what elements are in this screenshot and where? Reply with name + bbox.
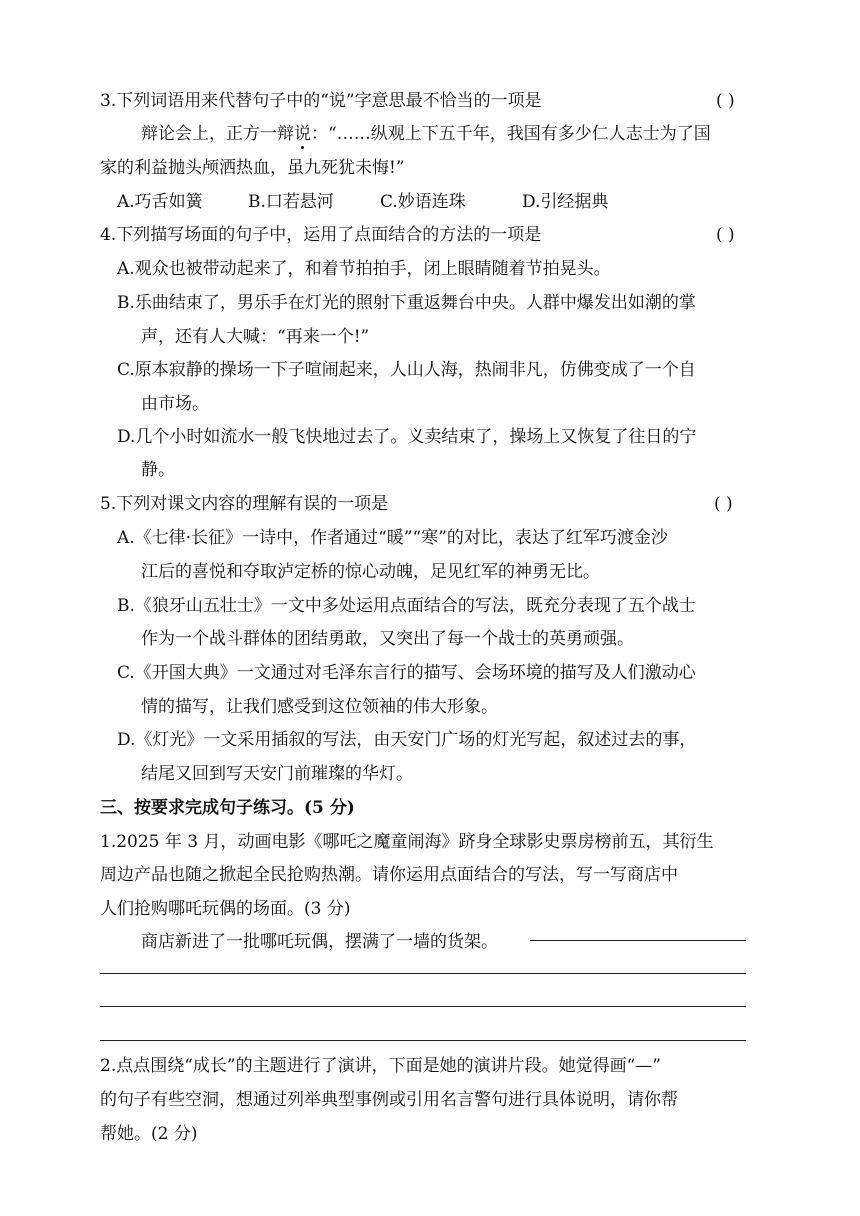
q4-option-b-line1: B.乐曲结束了，男乐手在灯光的照射下重返舞台中央。人群中爆发出如潮的掌 xyxy=(117,293,696,313)
q4-option-a: A.观众也被带动起来了，和着节拍拍手，闭上眼睛随着节拍晃头。 xyxy=(117,259,611,279)
s3-q1-line1: 1.2025 年 3 月，动画电影《哪吒之魔童闹海》跻身全球影史票房榜前五，其衍生 xyxy=(100,832,714,852)
q3-passage-line1 xyxy=(141,123,711,145)
q4-option-d-line2: 静。 xyxy=(141,460,175,480)
answer-line-2[interactable] xyxy=(100,973,746,974)
s3-q2-line3: 帮她。(2 分) xyxy=(100,1124,198,1144)
q5-option-a-line1: A.《七律·长征》一诗中，作者通过“暖”“寒”的对比，表达了红军巧渡金沙 xyxy=(117,528,668,548)
q5-option-b-line1: B.《狼牙山五壮士》一文中多处运用点面结合的写法，既充分表现了五个战士 xyxy=(117,596,696,616)
answer-line-1[interactable] xyxy=(530,940,746,941)
s3-q1-prompt: 商店新进了一批哪吒玩偶，摆满了一墙的货架。 xyxy=(141,932,498,952)
q3-option-d: D.引经据典 xyxy=(522,192,609,212)
q3-option-c: C.妙语连珠 xyxy=(380,192,466,212)
q4-option-c-line2: 由市场。 xyxy=(141,394,209,414)
q5-option-d-line2: 结尾又回到写天安门前璀璨的华灯。 xyxy=(141,764,413,784)
section3-heading: 三、按要求完成句子练习。(5 分) xyxy=(100,798,355,818)
q5-stem: 5.下列对课文内容的理解有误的一项是 xyxy=(100,494,389,514)
q5-option-c-line2: 情的描写，让我们感受到这位领袖的伟大形象。 xyxy=(141,697,498,717)
q5-answer-paren[interactable]: ( ) xyxy=(714,494,733,514)
q3-passage-line2: 家的利益抛头颅洒热血，虽九死犹未悔!” xyxy=(100,158,405,178)
s3-q1-line2: 周边产品也随之掀起全民抢购热潮。请你运用点面结合的写法，写一写商店中 xyxy=(100,865,678,885)
q4-stem: 4.下列描写场面的句子中，运用了点面结合的方法的一项是 xyxy=(100,225,542,245)
q3-answer-paren[interactable]: ( ) xyxy=(716,91,735,111)
q3-passage-post: ：“……纵观上下五千年，我国有多少仁人志士为了国 xyxy=(311,124,711,144)
q4-option-d-line1: D.几个小时如流水一般飞快地过去了。义卖结束了，操场上又恢复了往日的宁 xyxy=(117,427,697,447)
q5-option-b-line2: 作为一个战斗群体的团结勇敢，又突出了每一个战士的英勇顽强。 xyxy=(141,629,634,649)
q4-option-c-line1: C.原本寂静的操场一下子喧闹起来，人山人海，热闹非凡，仿佛变成了一个自 xyxy=(117,360,696,380)
q4-option-b-line2: 声，还有人大喊：“再来一个!” xyxy=(141,327,370,347)
q5-option-d-line1: D.《灯光》一文采用插叙的写法，由天安门广场的灯光写起，叙述过去的事， xyxy=(117,730,697,750)
q5-option-c-line1: C.《开国大典》一文通过对毛泽东言行的描写、会场环境的描写及人们激动心 xyxy=(117,663,696,683)
q3-stem: 3.下列词语用来代替句子中的“说”字意思最不恰当的一项是 xyxy=(100,91,542,111)
s3-q2-line1: 2.点点围绕“成长”的主题进行了演讲，下面是她的演讲片段。她觉得画“—” xyxy=(100,1056,661,1076)
q3-option-a: A.巧舌如簧 xyxy=(117,192,203,212)
q5-option-a-line2: 江后的喜悦和夺取泸定桥的惊心动魄，足见红军的神勇无比。 xyxy=(141,562,600,582)
q3-dotted-word: 说 xyxy=(294,124,311,144)
q4-answer-paren[interactable]: ( ) xyxy=(716,225,735,245)
answer-line-4[interactable] xyxy=(100,1040,746,1041)
q3-passage-pre: 辩论会上，正方一辩 xyxy=(141,124,294,144)
q3-option-b: B.口若悬河 xyxy=(248,192,334,212)
s3-q2-line2: 的句子有些空洞，想通过列举典型事例或引用名言警句进行具体说明，请你帮 xyxy=(100,1090,678,1110)
s3-q1-line3: 人们抢购哪吒玩偶的场面。(3 分) xyxy=(100,899,351,919)
answer-line-3[interactable] xyxy=(100,1006,746,1007)
